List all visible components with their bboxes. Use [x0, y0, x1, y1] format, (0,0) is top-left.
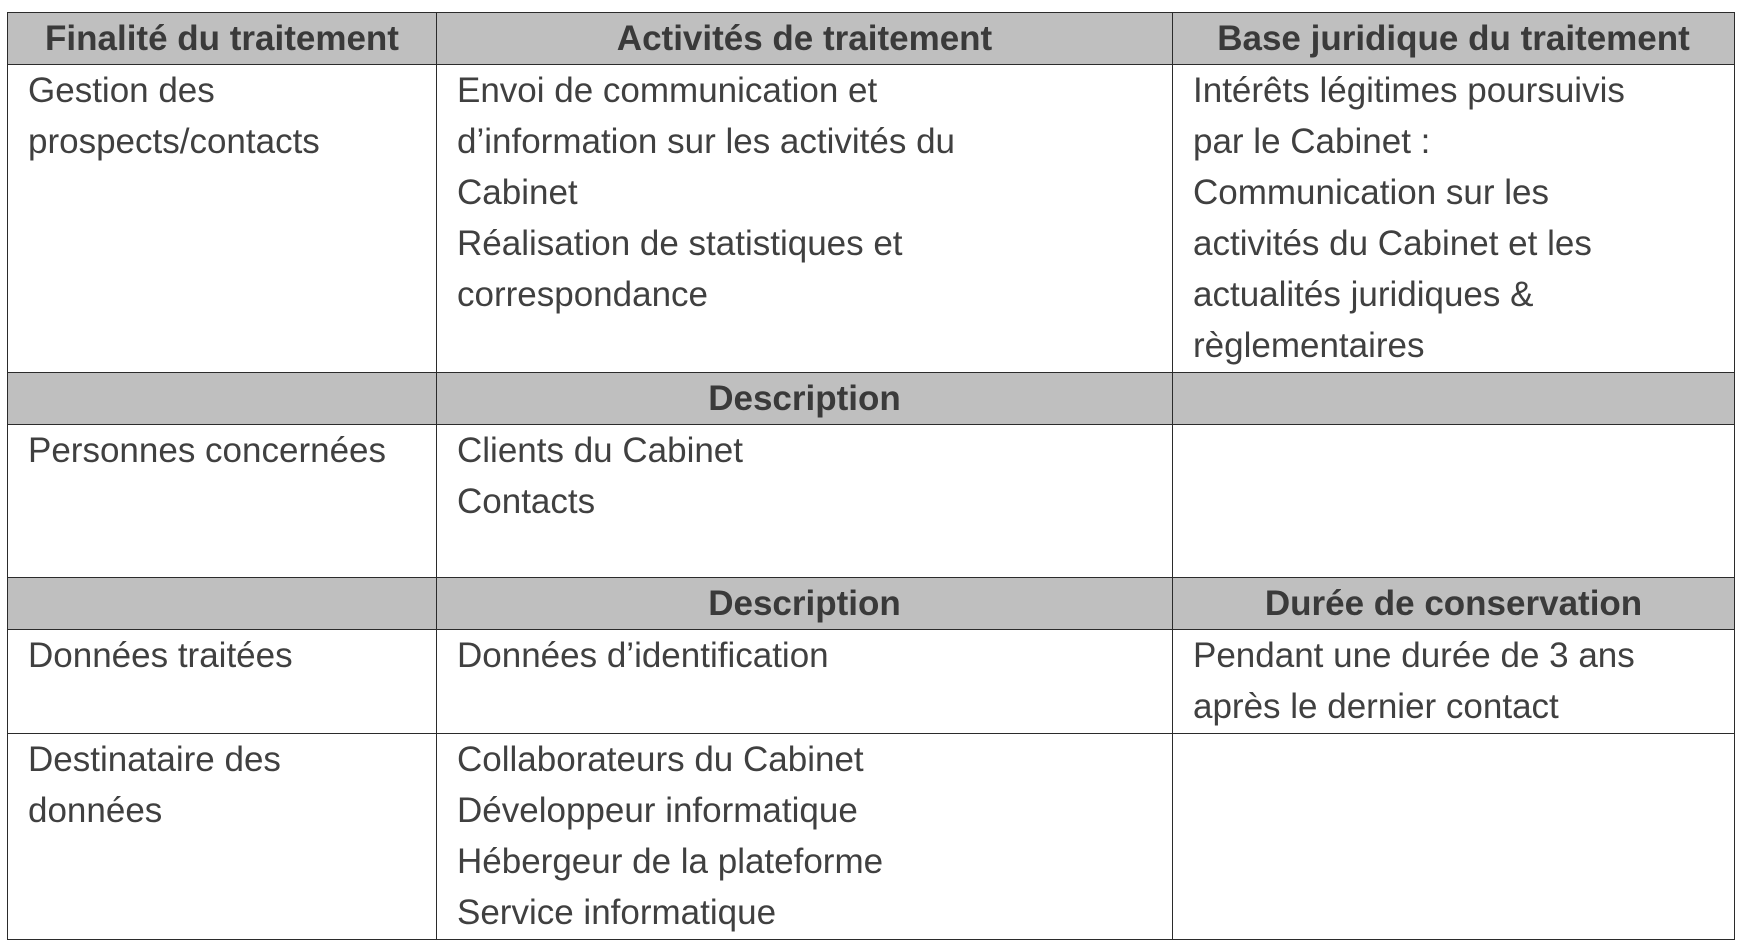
- cell-persons-description: [437, 425, 1173, 578]
- cell-data-label: [8, 630, 437, 734]
- subheader-row-retention: [8, 578, 1735, 630]
- subheader-empty-right: [1173, 373, 1735, 425]
- cell-persons-empty: [1173, 425, 1735, 578]
- table-row-recipients: [8, 734, 1735, 940]
- subheader-empty-left: [8, 578, 437, 630]
- processing-table-container: [7, 12, 1734, 940]
- cell-line: données: [28, 791, 163, 830]
- cell-line: correspondance: [457, 275, 708, 314]
- subheader-empty-left: [8, 373, 437, 425]
- cell-line: Développeur informatique: [457, 791, 858, 830]
- subheader-row-description: [8, 373, 1735, 425]
- subheader-retention: Durée de conservation: [1173, 578, 1735, 630]
- cell-line: activités du Cabinet et les: [1193, 224, 1592, 263]
- cell-data-description: [437, 630, 1173, 734]
- cell-line: après le dernier contact: [1193, 687, 1559, 726]
- data-processing-table: [7, 12, 1735, 940]
- subheader-description: Description: [437, 373, 1173, 425]
- cell-line: actualités juridiques &: [1193, 275, 1534, 314]
- cell-data-retention: [1173, 630, 1735, 734]
- cell-line: Intérêts légitimes poursuivis: [1193, 71, 1625, 110]
- cell-line: Réalisation de statistiques et: [457, 224, 903, 263]
- cell-recipients-empty: [1173, 734, 1735, 940]
- cell-line: Destinataire des: [28, 740, 281, 779]
- header-legal-basis: Base juridique du traitement: [1173, 13, 1735, 65]
- table-row-data: [8, 630, 1735, 734]
- cell-line: Données traitées: [28, 636, 293, 675]
- cell-line: Service informatique: [457, 893, 777, 932]
- header-purpose: Finalité du traitement: [8, 13, 437, 65]
- cell-line: Envoi de communication et: [457, 71, 878, 110]
- cell-line: Communication sur les: [1193, 173, 1549, 212]
- cell-recipients-label: [8, 734, 437, 940]
- table-row-purpose: [8, 65, 1735, 373]
- cell-line: Pendant une durée de 3 ans: [1193, 636, 1635, 675]
- cell-line: prospects/contacts: [28, 122, 320, 161]
- cell-line: Données d’identification: [457, 636, 829, 675]
- cell-legal-basis: [1173, 65, 1735, 373]
- table-row-persons: [8, 425, 1735, 578]
- cell-line: Gestion des: [28, 71, 215, 110]
- subheader-description: Description: [437, 578, 1173, 630]
- cell-line: Hébergeur de la plateforme: [457, 842, 884, 881]
- cell-purpose: [8, 65, 437, 373]
- cell-line: Clients du Cabinet: [457, 431, 743, 470]
- cell-line: d’information sur les activités du: [457, 122, 955, 161]
- cell-line: règlementaires: [1193, 326, 1425, 365]
- header-activities: Activités de traitement: [437, 13, 1173, 65]
- table-header-row: [8, 13, 1735, 65]
- cell-recipients-list: [437, 734, 1173, 940]
- cell-persons-label: [8, 425, 437, 578]
- cell-activities: [437, 65, 1173, 373]
- cell-line: Cabinet: [457, 173, 578, 212]
- cell-line: Collaborateurs du Cabinet: [457, 740, 864, 779]
- cell-line: Contacts: [457, 482, 596, 521]
- cell-line: par le Cabinet :: [1193, 122, 1431, 161]
- cell-line: Personnes concernées: [28, 431, 386, 470]
